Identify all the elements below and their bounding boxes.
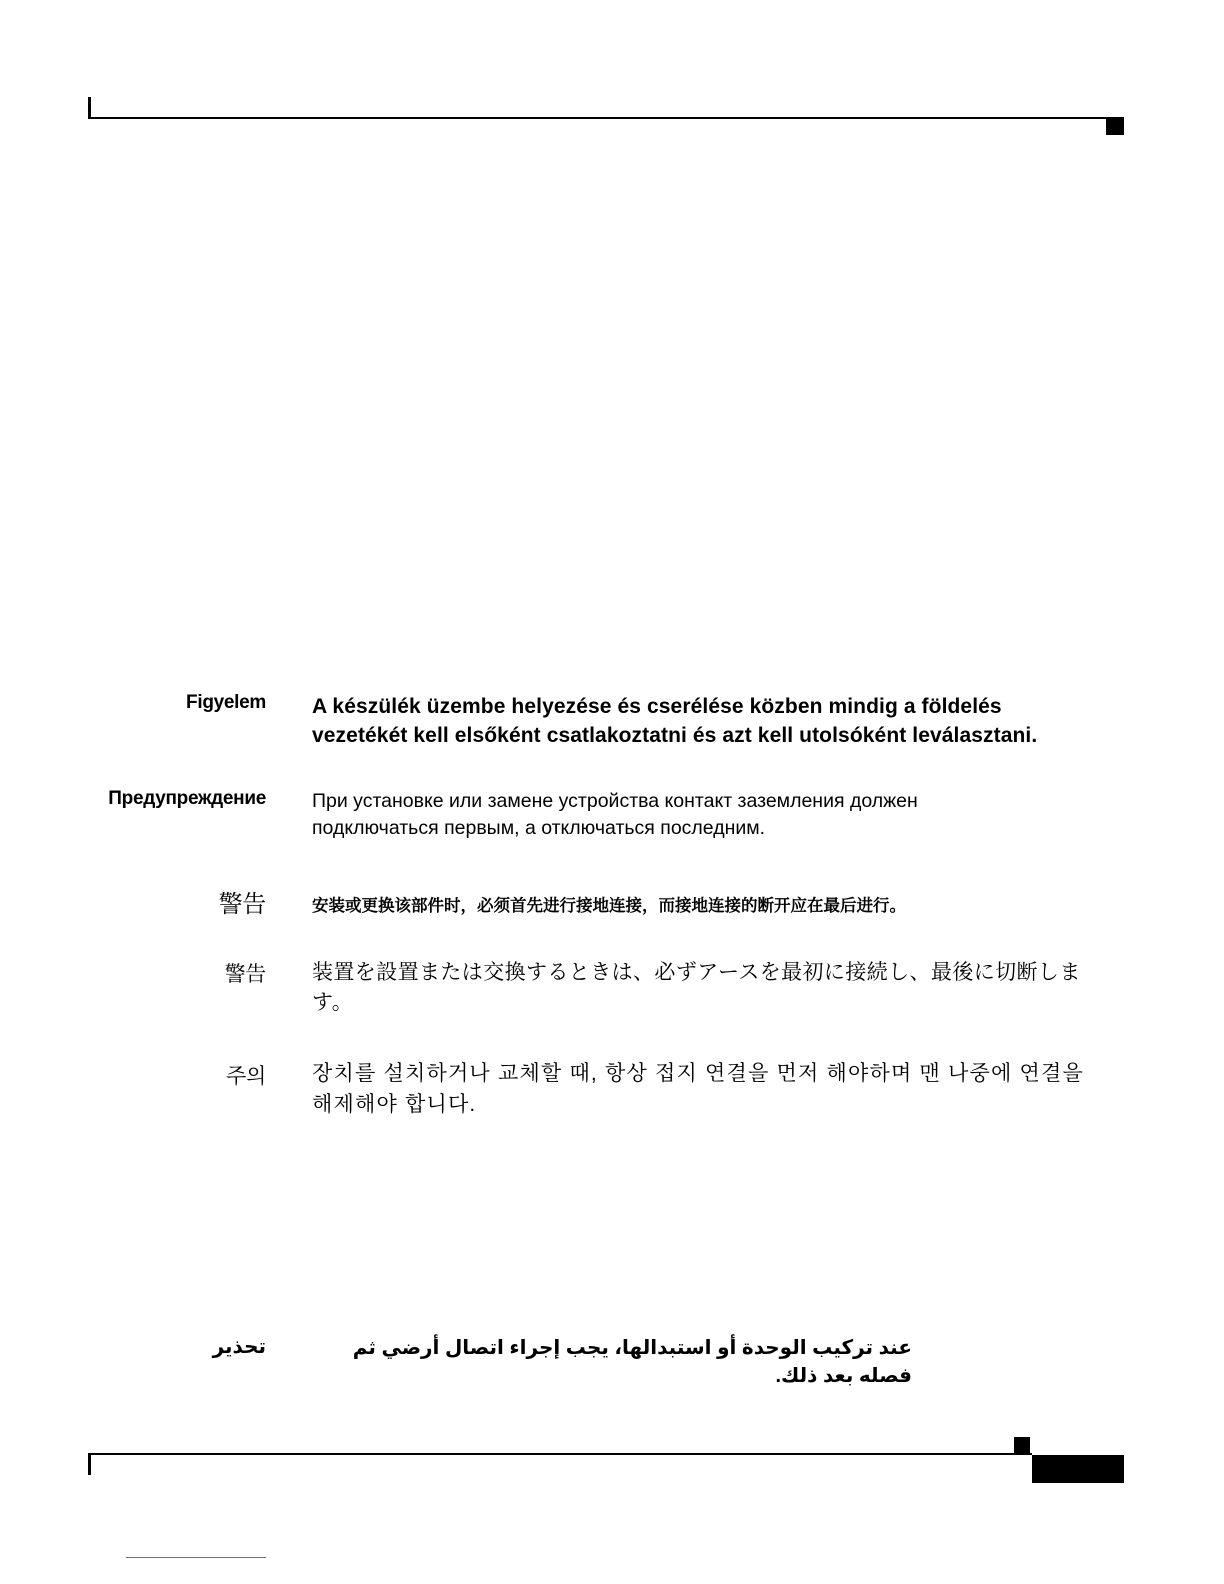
- footer-rule-tick: [88, 1453, 91, 1475]
- header-rule: [88, 117, 1124, 119]
- footer-page-block: [1032, 1455, 1124, 1483]
- footer-link-underline: [126, 1557, 266, 1558]
- warning-text: 安装或更换该部件时，必须首先进行接地连接，而接地连接的断开应在最后进行。: [312, 897, 906, 915]
- footer-marker-square: [1014, 1437, 1030, 1453]
- warning-label: Figyelem: [186, 692, 266, 713]
- header-marker-square: [1106, 119, 1124, 135]
- warning-text: При установке или замене устройства контакт заземления должен подключаться первым, а отключаться последним.: [312, 790, 918, 839]
- header-rule-tick: [88, 97, 91, 119]
- warning-label: Предупреждение: [108, 788, 266, 809]
- warning-text: 장치를 설치하거나 교체할 때, 항상 접지 연결을 먼저 해야하며 맨 나중에 연결을 해제해야 합니다.: [312, 1062, 1084, 1116]
- footer-rule: [88, 1453, 1032, 1455]
- warning-label: 警告: [224, 963, 266, 986]
- warning-label: تحذير: [212, 1336, 266, 1358]
- warning-label: 警告: [218, 891, 266, 918]
- warning-text: عند تركيب الوحدة أو استبدالها، يجب إجراء اتصال أرضي ثم فصله بعد ذلك.: [352, 1337, 912, 1387]
- warning-text: 装置を設置または交換するときは、必ずアースを最初に接続し、最後に切断します。: [312, 961, 1081, 1014]
- warning-label: 주의: [226, 1065, 266, 1088]
- warning-text: A készülék üzembe helyezése és cserélése közben mindig a földelés vezetékét kell elsőként csatlakoztatni és azt kell utolsóként leválasztani.: [312, 695, 1038, 747]
